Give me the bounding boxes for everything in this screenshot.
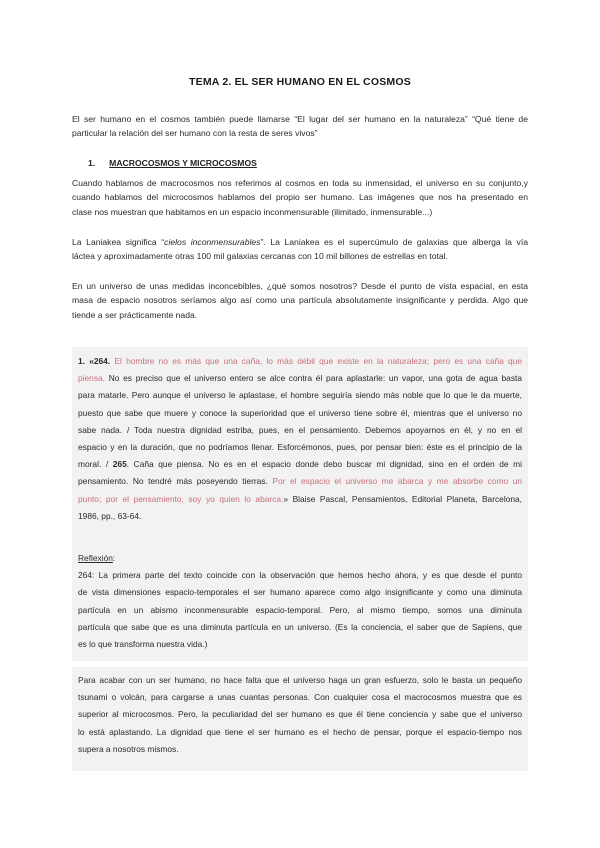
text-line: clase nos muestran que habitamos en un espacio inconmensurable (ilimitado, inmensurable...) <box>72 206 433 217</box>
text-line: particular la relación del ser humano con la resta de seres vivos” <box>72 128 318 139</box>
conclusion-paragraph <box>78 672 522 758</box>
text-line: tsunami o volcán, para cargarse a unas cuantas personas. Con cualquier cosa el macrocosmos muestra que es <box>78 692 522 703</box>
reflection-heading <box>78 550 522 567</box>
text-line: supera a nosotros mismos. <box>78 743 179 754</box>
section-heading <box>88 158 257 168</box>
highlight-text: punto; por el pensamiento, soy yo quien lo abarca. <box>78 493 284 504</box>
text-fragment: La Laniakea significa “ <box>72 237 165 247</box>
text-line: lo está aplastando. La dignidad que tiene el ser humano es el hecho de pensar, porque el espacio-tiempo nos <box>78 726 522 737</box>
text-fragment: » Blaise Pascal, Pensamientos, Editorial Planeta, Barcelona, <box>283 493 522 504</box>
text-line <box>78 370 522 387</box>
text-line: Cuando hablamos de macrocosmos nos referimos al cosmos en toda su inmensidad, el universo en su conjunto,y <box>72 178 528 188</box>
reflection-label: Reflexión <box>78 553 113 563</box>
text-line: 264: La primera parte del texto coincide con la observación que hemos hecho ahora, y es que desde el punto <box>78 570 522 581</box>
text-line: tiende a ser prácticamente nada. <box>72 309 198 320</box>
text-fragment: : <box>112 553 116 563</box>
text-line: masa de espacio nosotros seríamos algo así como una partícula absolutamente insignificante y perdida. Algo que <box>72 295 528 306</box>
paragraph-laniakea <box>72 235 528 264</box>
highlight-text: El hombre no es más que una caña, lo más débil que existe en la naturaleza; pero es una caña que <box>110 356 522 366</box>
text-line: cuando hablamos del microcosmos hablamos del propio ser humano. Las imágenes que nos ha presentado en <box>72 192 528 203</box>
text-line <box>72 235 528 249</box>
highlight-text: Por el espacio el universo me abarca y me absorbe como un <box>272 476 523 487</box>
text-line: puesto que sabe que muere y conoce la superioridad que el universo tiene sobre él, mientras que el universo no <box>78 407 522 418</box>
text-line <box>78 491 522 508</box>
quote-number: 265 <box>112 459 127 470</box>
text-line: es lo que transforma nuestra vida.) <box>78 639 208 650</box>
reflection-block <box>78 550 522 653</box>
highlight-text: piensa. <box>78 373 106 384</box>
text-line <box>78 473 522 490</box>
text-fragment: . Caña que piensa. No es en el espacio donde debo buscar mi dignidad, sino en el orden de mi <box>126 459 523 470</box>
quote-number: 1. «264. <box>78 356 111 366</box>
text-fragment: No es preciso que el universo entero se alce contra él para aplastarle: un vapor, una gota de agua basta <box>105 373 522 384</box>
paragraph-macrocosmos <box>72 176 528 219</box>
text-line: partícula que sabe que es una diminuta partícula en un universo. (Es la conciencia, el saber que de Sapiens, que <box>78 621 522 632</box>
text-line: Para acabar con un ser humano, no hace falta que el universo haga un gran esfuerzo, solo le basta un pequeño <box>78 675 522 685</box>
text-line <box>78 353 522 370</box>
text-fragment: pensamiento. No tendré más poseyendo tierras. <box>78 476 273 487</box>
text-line: espacio y en la duración, que no podríamos llenar. Esforcémonos, pues, por pensar bien: éste es el principio de la <box>78 442 522 453</box>
section-number: 1. <box>88 158 96 168</box>
text-line: láctea y aproximadamente otras 100 mil galaxias cercanas con 10 mil billones de estrellas en total. <box>72 251 448 262</box>
text-fragment: moral. / <box>78 459 113 470</box>
text-line: partícula en un abismo inconmensurable espacio-temporal. Pero, al mismo tiempo, somos una diminuta <box>78 604 522 615</box>
text-line: de vista dimensiones espacio-temporales el ser humano aparece como algo insignificante y como una diminuta <box>78 587 522 598</box>
text-fragment: ”. La Laniakea es el supercúmulo de galaxias que alberga la vía <box>260 237 529 247</box>
intro-paragraph <box>72 112 528 141</box>
section-title: MACROCOSMOS Y MICROCOSMOS <box>109 158 257 168</box>
pascal-quote <box>78 353 522 525</box>
text-line <box>78 456 522 473</box>
text-line: En un universo de unas medidas inconcebibles, ¿qué somos nosotros? Desde el punto de vista espacial, en esta <box>72 281 528 291</box>
text-line: superior al microcosmos. Pero, la peculiaridad del ser humano es que él tiene conciencia y sabe que el universo <box>78 709 522 720</box>
text-line: sabe nada. / Toda nuestra dignidad estriba, pues, en el pensamiento. Debemos apoyarnos en él, y no en el <box>78 424 522 435</box>
page-title: TEMA 2. EL SER HUMANO EN EL COSMOS <box>189 76 411 88</box>
text-line: 1986, pp., 63-64. <box>78 510 142 521</box>
italic-term: cielos inconmensurables <box>164 237 261 247</box>
paragraph-universe <box>72 279 528 322</box>
text-line: El ser humano en el cosmos también puede llamarse “El lugar del ser humano en la naturaleza” “Qué tiene de <box>72 114 528 124</box>
text-line: para matarle. Pero aunque el universo le aplastase, el hombre seguiría siendo más noble que lo que le da muerte, <box>78 390 522 401</box>
